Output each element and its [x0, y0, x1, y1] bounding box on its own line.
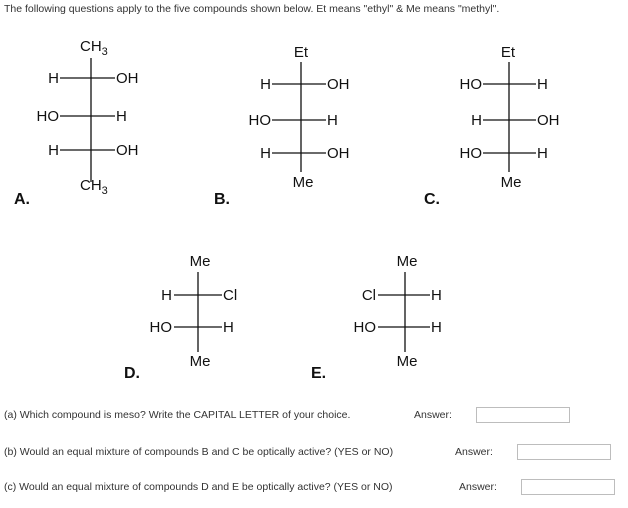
compound-e-row1-left: Cl [361, 287, 376, 304]
compound-e [311, 253, 442, 382]
compound-c-row2-left: H [471, 112, 482, 129]
compound-b-bottom-group: Me [292, 174, 314, 191]
compound-c [424, 44, 560, 208]
compound-b-row2-left: HO [248, 112, 271, 129]
compound-b-row1-left: H [260, 76, 271, 93]
compound-b-row3-right: OH [327, 145, 350, 162]
compound-e-top-group: Me [396, 253, 418, 270]
compound-a-bottom-group: $CH_3$ [80, 177, 108, 197]
compound-c-row1-left: HO [459, 76, 482, 93]
compound-a [14, 38, 139, 208]
compound-e-row1-right: H [431, 287, 442, 304]
compound-d [124, 253, 237, 382]
compound-c-row2-right: OH [537, 112, 560, 129]
compound-a-top-group: $CH_3$ [80, 38, 108, 58]
compound-c-row1-right: H [537, 76, 548, 93]
compound-e-bottom-group: Me [396, 353, 418, 370]
compound-c-top-group: Et [500, 44, 516, 61]
question-b-answer-input[interactable] [517, 444, 611, 460]
compound-d-row1-left: H [161, 287, 172, 304]
compound-e-row2-left: HO [353, 319, 376, 336]
question-a-answer-input[interactable] [476, 407, 570, 423]
compound-a-row3-left: H [48, 142, 59, 159]
compound-d-row1-right: Cl [223, 287, 238, 304]
compound-b-top-group: Et [293, 44, 309, 61]
compound-a-row1-left: H [48, 70, 59, 87]
compound-c-label: C. [424, 191, 440, 208]
compound-d-label: D. [124, 365, 140, 382]
compound-b-row1-right: OH [327, 76, 350, 93]
compound-a-row3-right: OH [116, 142, 139, 159]
compound-a-label: A. [14, 191, 30, 208]
question-c-answer-input[interactable] [521, 479, 615, 495]
question-a-text: (a) Which compound is meso? Write the CAPITAL LETTER of your choice. [4, 409, 351, 421]
question-b-answer-label: Answer: [455, 446, 493, 458]
compound-a-row2-right: H [116, 108, 127, 125]
compound-b-row2-right: H [327, 112, 338, 129]
compound-d-row2-right: H [223, 319, 234, 336]
question-a-answer-label: Answer: [414, 409, 452, 421]
compound-d-top-group: Me [189, 253, 211, 270]
compound-c-bottom-group: Me [500, 174, 522, 191]
compound-b-label: B. [214, 191, 230, 208]
compound-b [214, 44, 350, 208]
compound-e-row2-right: H [431, 319, 442, 336]
question-b-text: (b) Would an equal mixture of compounds B and C be optically active? (YES or NO) [4, 446, 394, 458]
question-c-text: (c) Would an equal mixture of compounds D and E be optically active? (YES or NO) [4, 481, 393, 493]
compound-c-row3-left: HO [459, 145, 482, 162]
compound-c-row3-right: H [537, 145, 548, 162]
compound-e-label: E. [311, 365, 327, 382]
compound-d-row2-left: HO [149, 319, 172, 336]
compound-d-bottom-group: Me [189, 353, 211, 370]
compound-a-row2-left: HO [36, 108, 59, 125]
compound-b-row3-left: H [260, 145, 271, 162]
instructions-text: The following questions apply to the five compounds shown below. Et means "ethyl" & Me means "methyl". [4, 3, 500, 15]
compound-a-row1-right: OH [116, 70, 139, 87]
question-c-answer-label: Answer: [459, 481, 497, 493]
